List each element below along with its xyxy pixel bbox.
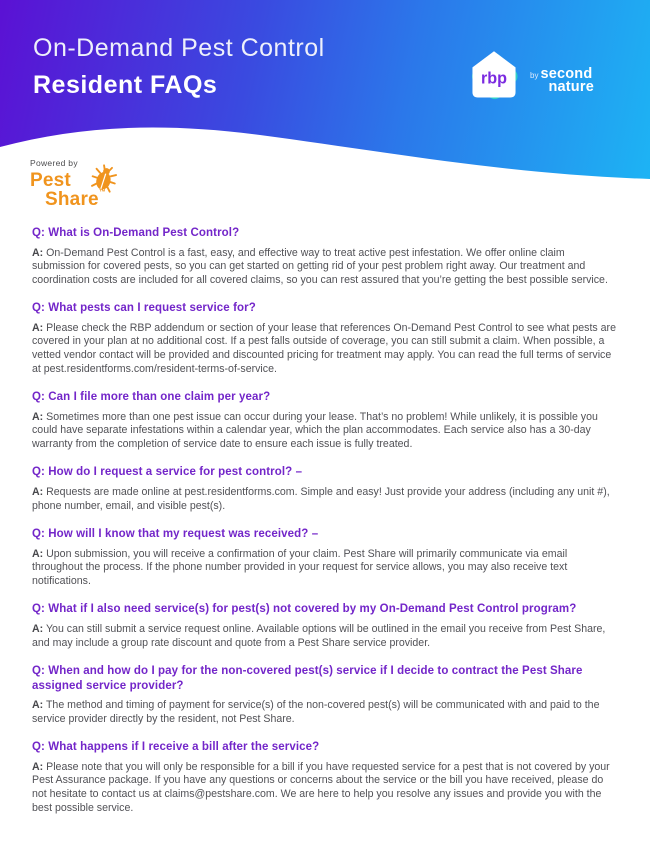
answer-text: Requests are made online at pest.residentforms.com. Simple and easy! Just provide your address (including any unit #), phone number, email, and visible pest(s). <box>32 485 610 512</box>
second-nature-text <box>540 68 594 94</box>
faq-answer <box>32 548 620 589</box>
page-title: On-Demand Pest Control <box>33 34 325 62</box>
answer-prefix: A: <box>32 547 44 560</box>
faq-answer <box>32 623 620 650</box>
faq-answer <box>32 247 620 288</box>
pest-word: Pest <box>30 170 71 191</box>
faq-question: Q: What if I also need service(s) for pest(s) not covered by my On-Demand Pest Control program? <box>32 603 577 616</box>
answer-text: Upon submission, you will receive a confirmation of your claim. Pest Share will primarily communicate via email throughout the process. If the phone number provided in your request for service allows, you may also receive text notifications. <box>32 547 568 587</box>
answer-text: The method and timing of payment for service(s) of the non-covered pest(s) will be communicated with and paid to the service provider directly by the resident, not Pest Share. <box>32 699 600 725</box>
answer-text: Sometimes more than one pest issue can occur during your lease. That’s no problem! While unlikely, it is possible you could have separate infestations within a calendar year, which the plan accommodates. Each service also has a 30-day warranty from the completion of service date to ensure each issue is fully treated. <box>32 410 598 450</box>
answer-prefix: A: <box>32 485 44 498</box>
by-label: by <box>530 71 539 80</box>
faq-item <box>32 664 620 726</box>
faq-answer <box>32 761 620 815</box>
second-nature-line1: second <box>540 66 593 82</box>
faq-question: Q: How will I know that my request was received? – <box>32 528 319 541</box>
answer-prefix: A: <box>32 246 44 259</box>
pest-share-logo <box>30 158 160 224</box>
faq-question: Q: What pests can I request service for? <box>32 302 256 315</box>
faq-item <box>32 226 620 287</box>
trademark-symbol: ™ <box>98 189 107 196</box>
answer-text: You can still submit a service request online. Available options will be outlined in the email you receive from Pest Share, and may include a group rate discount and quote from a Pest Share service provider. <box>32 622 606 649</box>
faq-item <box>32 740 620 815</box>
share-word: Share <box>45 189 99 210</box>
answer-text: Please note that you will only be responsible for a bill if you have requested service for a pest that is not covered by your Pest Assurance package. If you have any questions or concerns about the service or the bill you have received, please do not hesitate to contact us at claims@pestshare.com. We are here to help you resolve any issues and provide you with the best possible service. <box>32 760 610 814</box>
answer-prefix: A: <box>32 622 44 635</box>
faq-answer <box>32 322 620 376</box>
faq-item <box>32 301 620 376</box>
beetle-icon <box>90 164 118 194</box>
rbp-logo-text: rbp <box>481 69 507 88</box>
faq-answer <box>32 486 620 513</box>
faq-question: Q: What is On-Demand Pest Control? <box>32 227 240 239</box>
faq-question: Q: Can I file more than one claim per year? <box>32 391 271 404</box>
answer-text: On-Demand Pest Control is a fast, easy, and effective way to treat active pest infestation. We offer online claim submission for covered pests, so you can get started on getting rid of your pest problem right away. Our treatment and coordination costs are included for all covered claims, so you can rest assured that you’re getting the best possible service. <box>32 246 608 286</box>
rbp-house-icon <box>466 48 522 104</box>
faq-item <box>32 465 620 513</box>
rbp-logo <box>466 48 522 104</box>
powered-by-label: Powered by <box>30 158 78 168</box>
faq-answer <box>32 699 620 726</box>
faq-question: Q: How do I request a service for pest control? – <box>32 466 303 479</box>
faq-question: Q: When and how do I pay for the non-covered pest(s) service if I decide to contract the Pest Share assigned service provider? <box>32 665 583 692</box>
faq-item <box>32 527 620 588</box>
page-subtitle: Resident FAQs <box>33 71 218 99</box>
faq-item <box>32 602 620 650</box>
faq-item <box>32 390 620 451</box>
faq-question: Q: What happens if I receive a bill after the service? <box>32 741 320 754</box>
faq-list <box>32 226 620 829</box>
second-nature-line2: nature <box>548 79 594 95</box>
rbp-brand <box>466 48 594 104</box>
faq-answer <box>32 411 620 452</box>
header-titles <box>33 34 325 100</box>
answer-text: Please check the RBP addendum or section of your lease that references On-Demand Pest Control to see what pests are covered in your plan at no additional cost. If a pest falls outside of coverage, you can still submit a claim. When possible, a vetted vendor contact will be provided and discounted pricing for treatment may apply. You can read the full terms of service at pest.residentforms.com/resident-terms-of-service. <box>32 321 616 375</box>
second-nature-wordmark <box>530 68 594 94</box>
answer-prefix: A: <box>32 321 44 334</box>
answer-prefix: A: <box>32 699 44 712</box>
answer-prefix: A: <box>32 760 44 773</box>
answer-prefix: A: <box>32 410 44 423</box>
